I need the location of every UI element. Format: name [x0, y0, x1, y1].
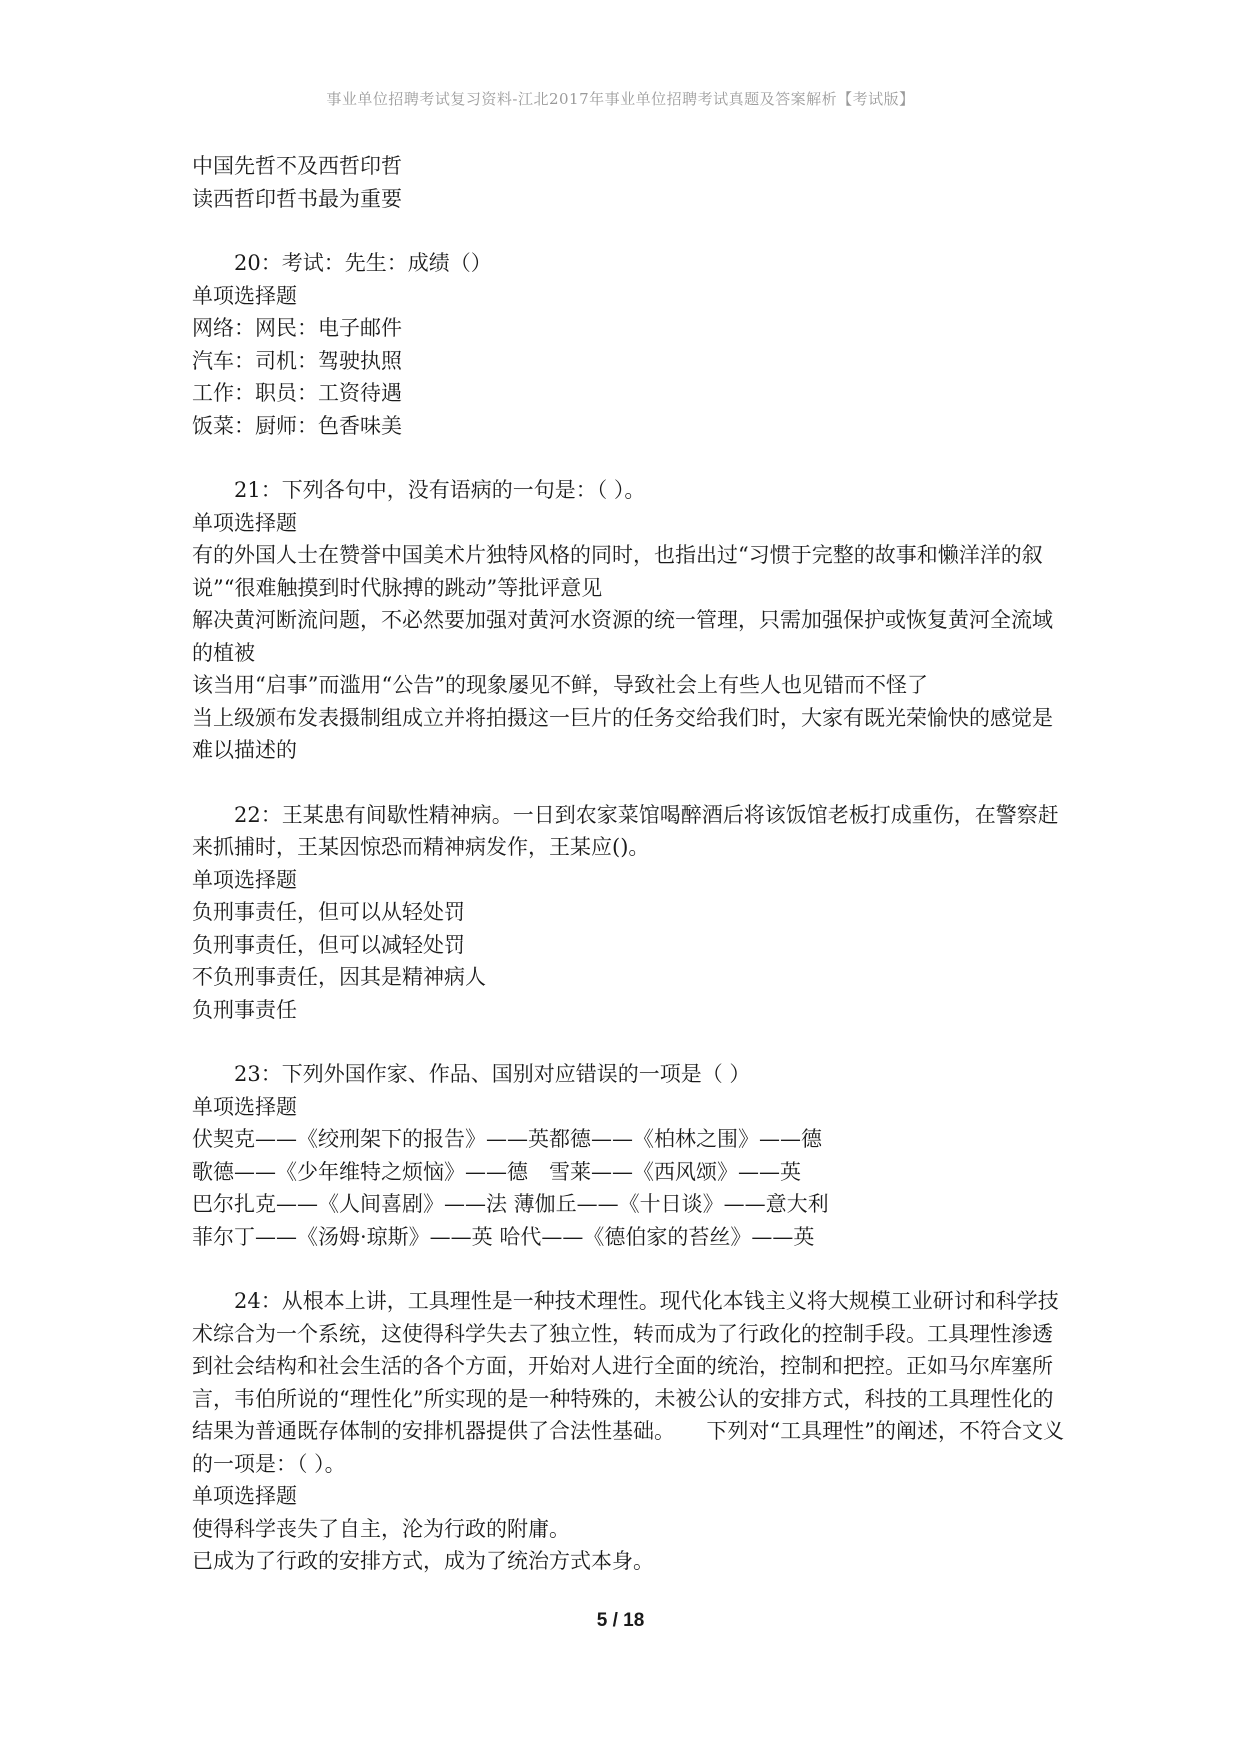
option-text: 负刑事责任，但可以减轻处罚 [192, 932, 465, 957]
option-text: 饭菜：厨师：色香味美 [192, 413, 402, 438]
option-text: 巴尔扎克——《人间喜剧》——法 薄伽丘——《十日谈》——意大利 [192, 1192, 829, 1216]
question-stem: 21：下列各句中，没有语病的一句是：（ ）。 [234, 478, 646, 502]
option-text: 负刑事责任 [192, 997, 297, 1022]
option-text: 解决黄河断流问题，不必然要加强对黄河水资源的统一管理，只需加强保护或恢复黄河全流域的植被 [192, 608, 1053, 665]
question-stem: 23：下列外国作家、作品、国别对应错误的一项是（ ） [234, 1062, 751, 1086]
question-type: 单项选择题 [192, 1094, 297, 1119]
question-21 [192, 474, 1064, 767]
question-20 [192, 247, 1064, 442]
page-number: 5 / 18 [596, 1610, 645, 1631]
option-text: 使得科学丧失了自主，沦为行政的附庸。 [192, 1516, 570, 1541]
option-text: 有的外国人士在赞誉中国美术片独特风格的同时，也指出过“习惯于完整的故事和懒洋洋的叙说”“很难触摸到时代脉搏的跳动”等批评意见 [192, 543, 1043, 600]
option-text: 该当用“启事”而滥用“公告”的现象屡见不鲜，导致社会上有些人也见错而不怪了 [192, 673, 928, 697]
option-text: 伏契克——《绞刑架下的报告》——英都德——《柏林之围》——德 [192, 1127, 822, 1151]
option-text: 已成为了行政的安排方式，成为了统治方式本身。 [192, 1549, 654, 1573]
question-stem: 22：王某患有间歇性精神病。一日到农家菜馆喝醉酒后将该饭馆老板打成重伤，在警察赶来抓捕时，王某因惊恐而精神病发作，王某应()。 [192, 802, 1059, 859]
option-text: 歌德——《少年维特之烦恼》——德 雪莱——《西风颂》——英 [192, 1159, 801, 1184]
option-text: 读西哲印哲书最为重要 [192, 186, 402, 211]
option-text: 当上级颁布发表摄制组成立并将拍摄这一巨片的任务交给我们时，大家有既光荣愉快的感觉是难以描述的 [192, 705, 1053, 762]
page-header: 事业单位招聘考试复习资料-江北2017年事业单位招聘考试真题及答案解析【考试版】 [326, 90, 915, 108]
document-body [192, 150, 1064, 1578]
option-text: 负刑事责任，但可以从轻处罚 [192, 900, 465, 924]
question-23 [192, 1058, 1064, 1253]
question-type: 单项选择题 [192, 283, 297, 308]
option-text: 网络：网民：电子邮件 [192, 316, 402, 340]
question-type: 单项选择题 [192, 1484, 297, 1508]
question-stem: 20：考试：先生：成绩（） [234, 251, 492, 275]
question-type: 单项选择题 [192, 867, 297, 892]
continued-options [192, 150, 1064, 215]
option-text: 中国先哲不及西哲印哲 [192, 154, 402, 178]
option-text: 汽车：司机：驾驶执照 [192, 348, 402, 373]
option-text: 工作：职员：工资待遇 [192, 381, 402, 405]
question-24 [192, 1285, 1064, 1578]
option-text: 菲尔丁——《汤姆·琼斯》——英 哈代——《德伯家的苔丝》——英 [192, 1224, 815, 1249]
question-22 [192, 799, 1064, 1027]
question-stem: 24：从根本上讲，工具理性是一种技术理性。现代化本钱主义将大规模工业研讨和科学技术综合为一个系统，这使得科学失去了独立性，转而成为了行政化的控制手段。工具理性渗透到社会结构和社会生活的各个方面，开始对人进行全面的统治，控制和把控。正如马尔库塞所言，韦伯所说的“理性化”所实现的是一种特殊的，未被公认的安排方式，科技的工具理性化的结果为普通既存体制的安排机器提供了合法性基础。 下列对“工具理性”的阐述，不符合文义的一项是：（ ）。 [192, 1289, 1064, 1476]
option-text: 不负刑事责任，因其是精神病人 [192, 965, 486, 989]
question-type: 单项选择题 [192, 510, 297, 535]
